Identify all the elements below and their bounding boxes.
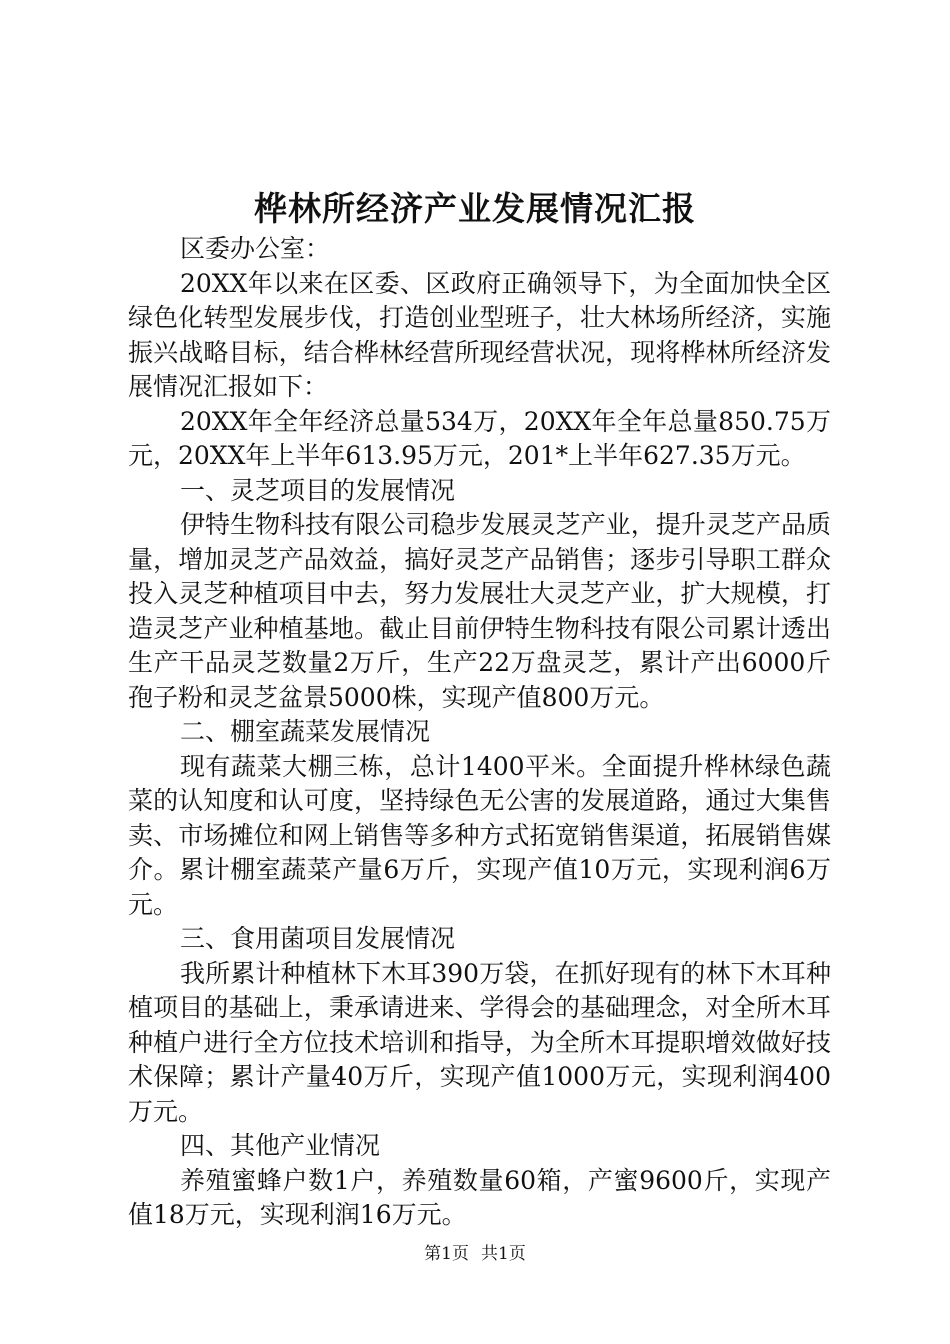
paragraph-other: 养殖蜜蜂户数1户，养殖数量60箱，产蜜9600斤，实现产值18万元，实现利润16万元。 (128, 1165, 831, 1229)
salutation: 区委办公室： (180, 234, 331, 263)
page-total: 共1页 (481, 1244, 526, 1264)
paragraph-intro: 20XX年以来在区委、区政府正确领导下，为全面加快全区绿色化转型发展步伐，打造创业型班子，壮大林场所经济，实施振兴战略目标，结合桦林经营所现经营状况，现将桦林所经济发展情况汇报如下： (128, 268, 831, 401)
section-heading-fungus: 三、食用菌项目发展情况 (180, 924, 456, 953)
section-heading-lingzhi: 一、灵芝项目的发展情况 (180, 475, 456, 505)
page-footer (0, 1242, 950, 1266)
page-number: 第1页 (424, 1244, 469, 1264)
document-title: 桦林所经济产业发展情况汇报 (254, 189, 696, 228)
section-heading-greenhouse: 二、棚室蔬菜发展情况 (180, 717, 431, 746)
paragraph-economic-totals: 20XX年全年经济总量534万，20XX年全年总量850.75万元，20XX年上半年613.95万元，201*上半年627.35万元。 (128, 406, 831, 470)
document-body (128, 232, 831, 1233)
paragraph-lingzhi: 伊特生物科技有限公司稳步发展灵芝产业，提升灵芝产品质量，增加灵芝产品效益，搞好灵芝产品销售；逐步引导职工群众投入灵芝种植项目中去，努力发展壮大灵芝产业，扩大规模，打造灵芝产业种植基地。截止目前伊特生物科技有限公司累计透出生产干品灵芝数量2万斤，生产22万盘灵芝，累计产出6000斤孢子粉和灵芝盆景5000株，实现产值800万元。 (128, 510, 831, 712)
section-heading-other: 四、其他产业情况 (180, 1131, 381, 1160)
paragraph-fungus: 我所累计种植林下木耳390万袋，在抓好现有的林下木耳种植项目的基础上，秉承请进来、学得会的基础理念，对全所木耳种植户进行全方位技术培训和指导，为全所木耳提职增效做好技术保障；累计产量40万斤，实现产值1000万元，实现利润400万元。 (128, 958, 831, 1126)
paragraph-greenhouse: 现有蔬菜大棚三栋，总计1400平米。全面提升桦林绿色蔬菜的认知度和认可度，坚持绿色无公害的发展道路，通过大集售卖、市场摊位和网上销售等多种方式拓宽销售渠道，拓展销售媒介。累计棚室蔬菜产量6万斤，实现产值10万元，实现利润6万元。 (128, 751, 831, 919)
